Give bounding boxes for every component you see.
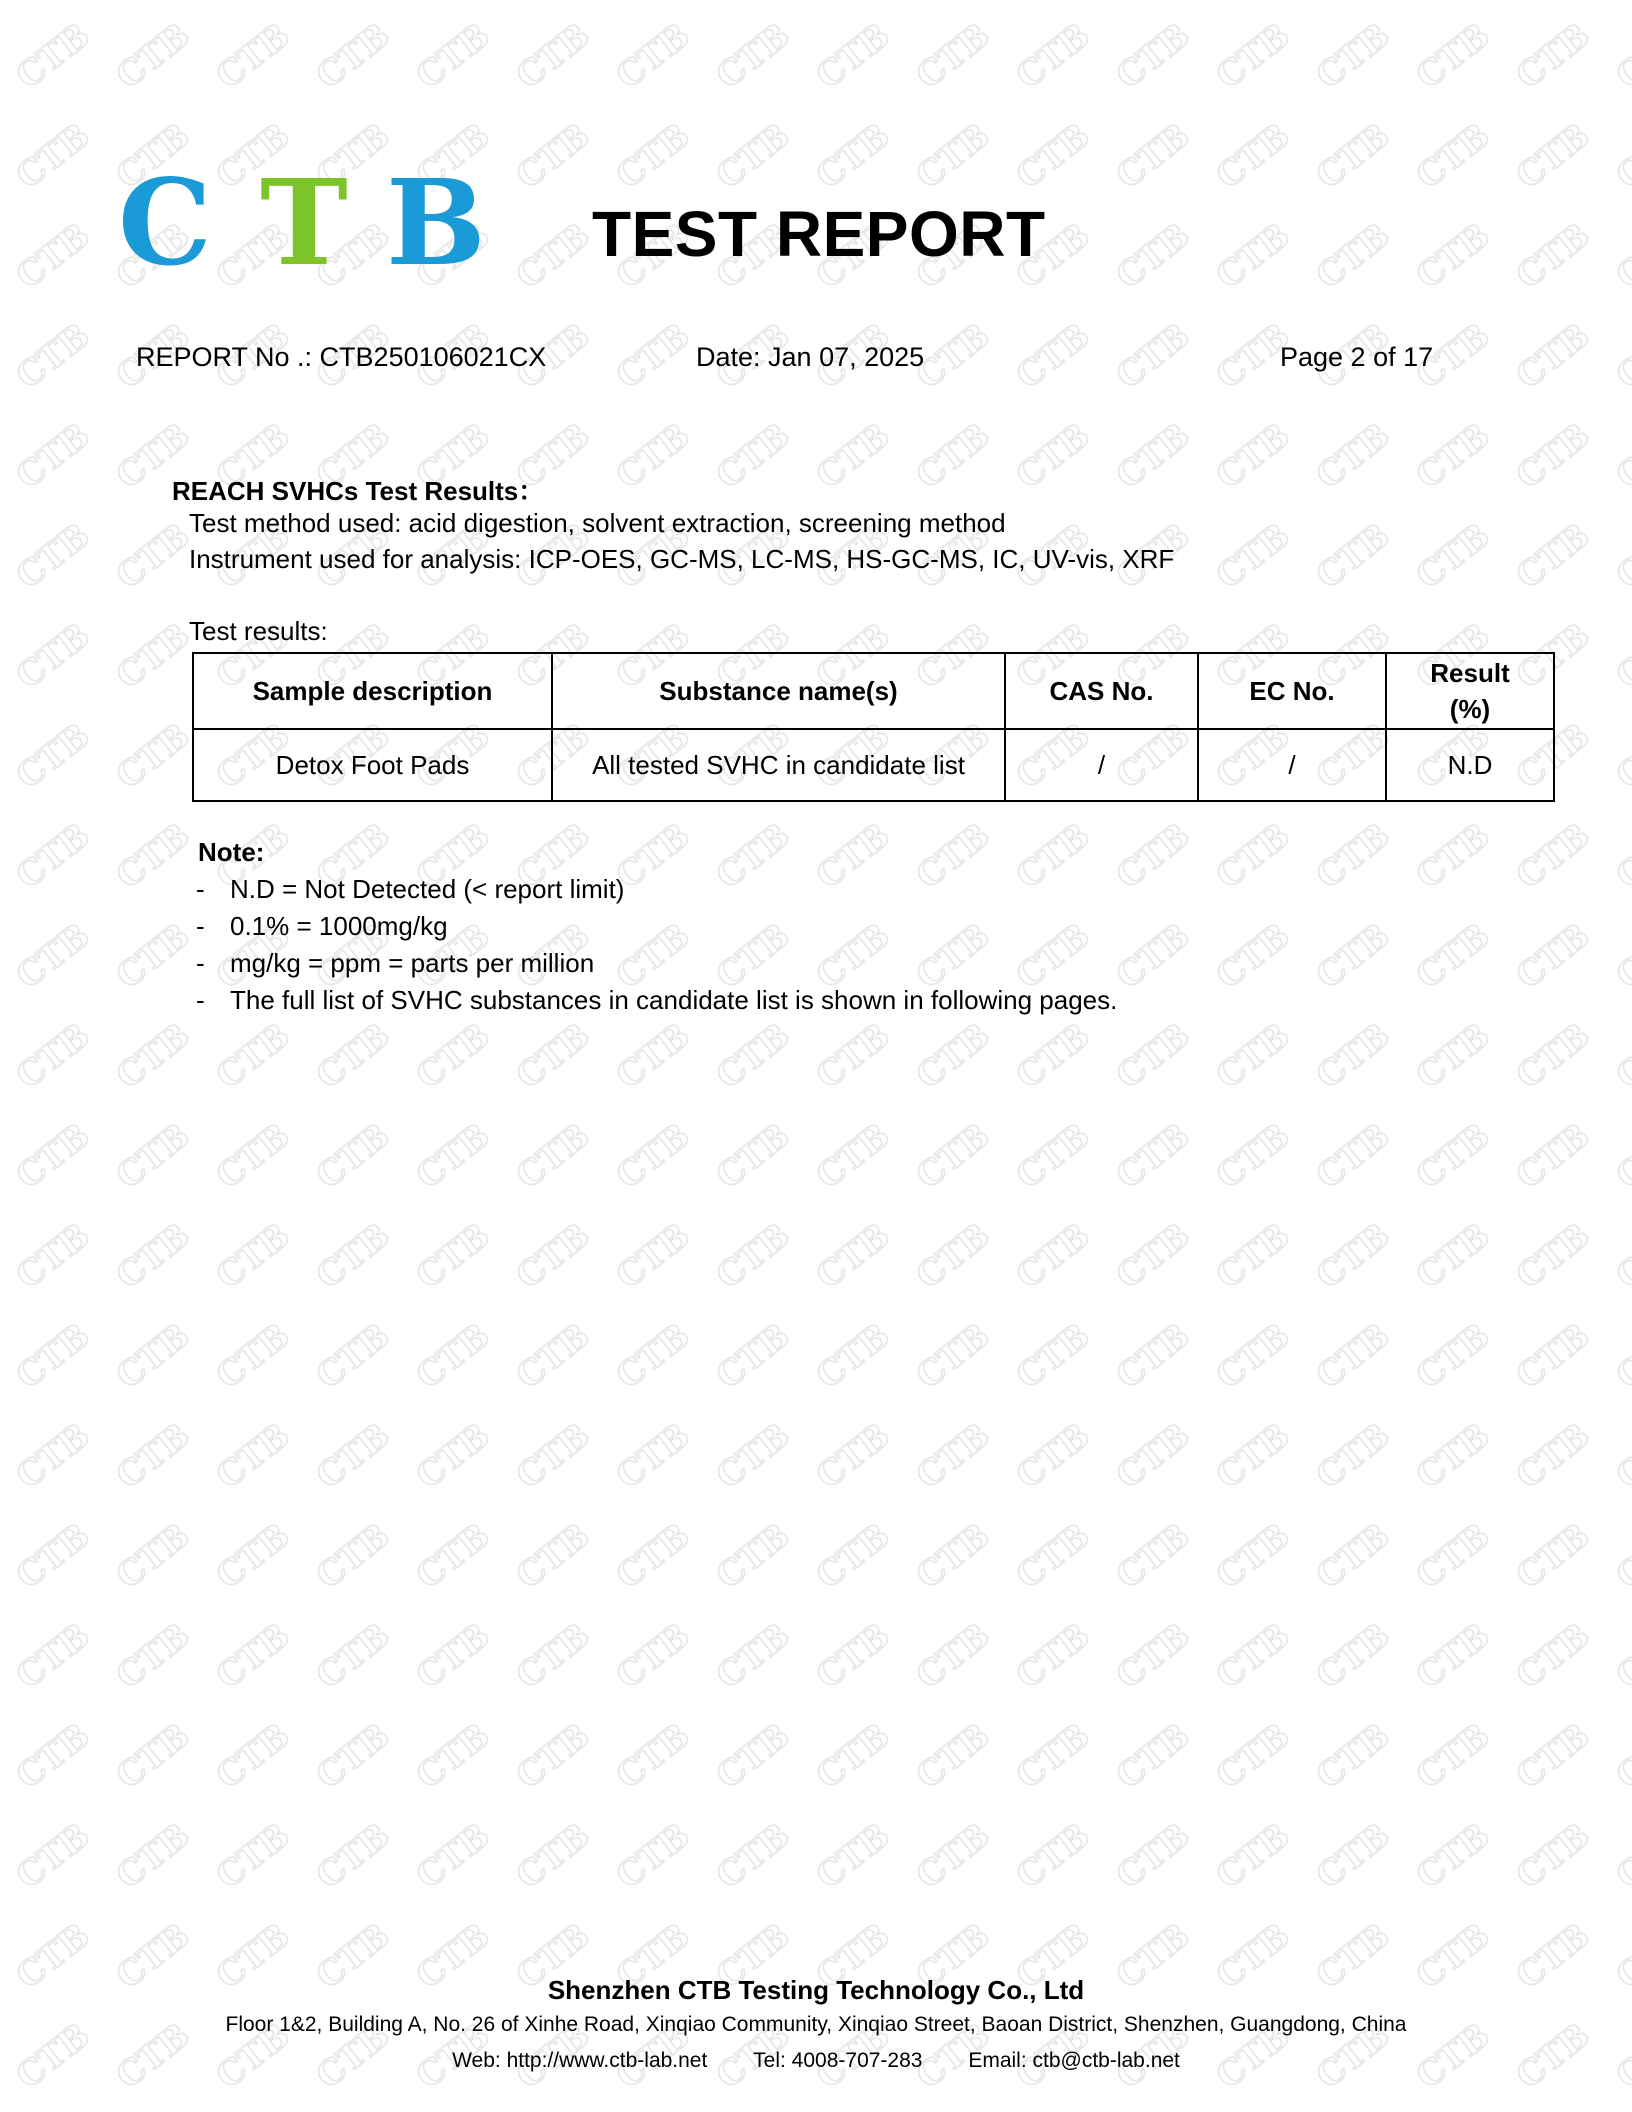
- cell-ec-no: /: [1198, 729, 1386, 801]
- header-ec-no: EC No.: [1198, 653, 1386, 729]
- cell-cas-no: /: [1005, 729, 1198, 801]
- page-number: Page 2 of 17: [1280, 342, 1434, 372]
- footer-company: Shenzhen CTB Testing Technology Co., Ltd: [547, 1975, 1085, 2005]
- note-text: mg/kg = ppm = parts per million: [230, 948, 595, 978]
- report-date: Date: Jan 07, 2025: [696, 342, 925, 372]
- test-method-text: Test method used: acid digestion, solvent extraction, screening method: [189, 508, 1006, 538]
- section-heading: REACH SVHCs Test Results：: [172, 476, 545, 506]
- page-title: TEST REPORT: [592, 198, 1046, 270]
- test-results-label: Test results:: [189, 616, 328, 646]
- logo-letter-b: B: [386, 168, 486, 280]
- note-text: N.D = Not Detected (< report limit): [230, 874, 625, 904]
- report-number: REPORT No .: CTB250106021CX: [136, 342, 547, 372]
- table-header-row: [193, 653, 1554, 729]
- header-result-line1: Result: [1430, 658, 1510, 688]
- table-row: [193, 729, 1554, 801]
- notes-list: [196, 871, 1117, 1019]
- list-item: - mg/kg = ppm = parts per million: [196, 948, 595, 978]
- results-table: [192, 652, 1555, 802]
- note-title: Note:: [198, 837, 265, 867]
- footer-address: Floor 1&2, Building A, No. 26 of Xinhe Road, Xinqiao Community, Xinqiao Street, Baoan District, Shenzhen, Guangdong, China: [225, 2013, 1407, 2036]
- footer-web: Web: http://www.ctb-lab.net: [452, 2049, 708, 2072]
- cell-result: N.D: [1386, 729, 1554, 801]
- header-substance-name: Substance name(s): [552, 653, 1005, 729]
- header-sample-description: Sample description: [193, 653, 552, 729]
- note-text: 0.1% = 1000mg/kg: [230, 911, 448, 941]
- list-item: - N.D = Not Detected (< report limit): [196, 874, 625, 904]
- header-result-line2: (%): [1449, 694, 1491, 724]
- list-item: - 0.1% = 1000mg/kg: [196, 911, 448, 941]
- footer-contacts: [0, 2049, 1632, 2073]
- logo-letter-c: C: [118, 168, 212, 280]
- footer-tel: Tel: 4008-707-283: [753, 2049, 923, 2072]
- ctb-logo: [118, 168, 510, 280]
- footer-email: Email: ctb@ctb-lab.net: [968, 2049, 1180, 2072]
- cell-substance-name: All tested SVHC in candidate list: [552, 729, 1005, 801]
- logo-letter-t: T: [260, 168, 348, 280]
- header-result: [1386, 653, 1554, 729]
- instrument-text: Instrument used for analysis: ICP-OES, GC-MS, LC-MS, HS-GC-MS, IC, UV-vis, XRF: [189, 544, 1175, 574]
- header-cas-no: CAS No.: [1005, 653, 1198, 729]
- list-item: - The full list of SVHC substances in candidate list is shown in following pages.: [196, 985, 1118, 1015]
- note-text: The full list of SVHC substances in candidate list is shown in following pages.: [230, 985, 1118, 1015]
- cell-sample-description: Detox Foot Pads: [193, 729, 552, 801]
